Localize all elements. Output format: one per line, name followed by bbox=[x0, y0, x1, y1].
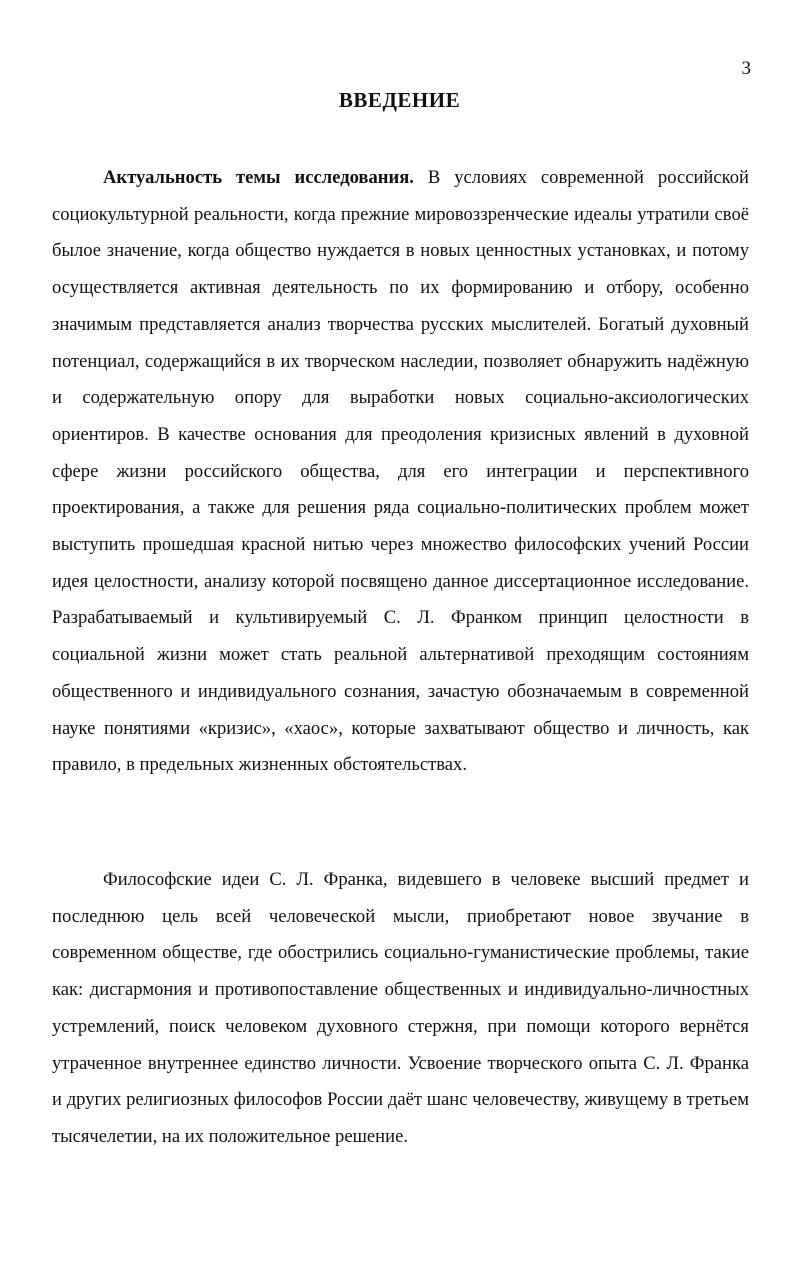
paragraph-frank-ideas bbox=[52, 862, 749, 1156]
paragraph-text: Философские идеи С. Л. Франка, видевшего в человеке высший предмет и последнюю цель всей человеческой мысли, приобретают новое звучание в современном обществе, где обострились социально-гуманистические проблемы, такие как: дисгармония и противопоставление общественных и индивидуально-личностных устремлений, поиск человеком духовного стержня, при помощи которого вернётся утраченное внутреннее единство личности. Усвоение творческого опыта С. Л. Франка и других религиозных философов России даёт шанс человечеству, живущему в третьем тысячелетии, на их положительное решение. bbox=[52, 869, 749, 1147]
section-heading: ВВЕДЕНИЕ bbox=[338, 88, 461, 112]
paragraph-lead: Актуальность темы исследования. bbox=[103, 167, 414, 188]
page-number: 3 bbox=[741, 58, 751, 79]
paragraph-relevance bbox=[52, 160, 749, 784]
paragraph-text: В условиях современной российской социокультурной реальности, когда прежние мировоззренческие идеалы утратили своё былое значение, когда общество нуждается в новых ценностных установках, и потому осуществляется активная деятельность по их формированию и отбору, особенно значимым представляется анализ творчества русских мыслителей. Богатый духовный потенциал, содержащийся в их творческом наследии, позволяет обнаружить надёжную и содержательную опору для выработки новых социально-аксиологических ориентиров. В качестве основания для преодоления кризисных явлений в духовной сфере жизни российского общества, для его интеграции и перспективного проектирования, а также для решения ряда социально-политических проблем может выступить прошедшая красной нитью через множество философских учений России идея целостности, анализу которой посвящено данное диссертационное исследование. Разрабатываемый и культивируемый С. Л. Франком принцип целостности в социальной жизни может стать реальной альтернативой преходящим состояниям общественного и индивидуального сознания, зачастую обозначаемым в современной науке понятиями «кризис», «хаос», которые захватывают общество и личность, как правило, в предельных жизненных обстоятельствах. bbox=[52, 167, 749, 776]
